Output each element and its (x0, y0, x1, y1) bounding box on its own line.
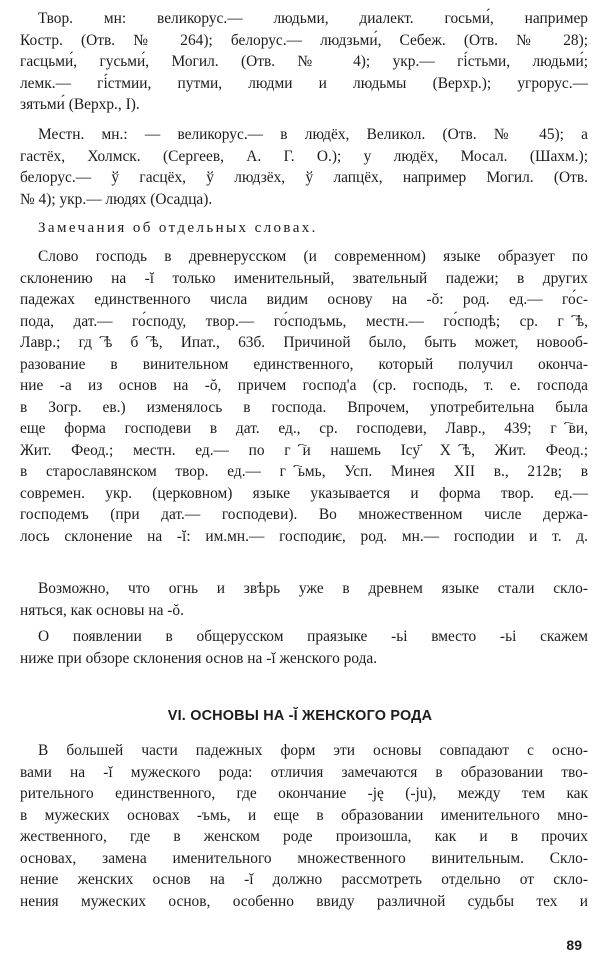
text-line: пода, дат.— го́споду, твор.— го́сподъмь, местн.— го́сподѣ; ср. гⷭ҇ѣ, (20, 312, 588, 330)
text-line: нения мужеских основ, особенно ввиду различной судьбы тех и (20, 892, 588, 910)
text-line: в старославянском твор. ед.— гⷭ҇ьмь, Усп. Минея XII в., 212в; в (20, 463, 588, 480)
text-line: разование в винительном единственного, который получил оконча- (20, 355, 588, 373)
section-title: VI. ОСНОВЫ НА -Ĭ ЖЕНСКОГО РОДА (167, 708, 433, 724)
text-line: Жит. Феод.; местн. ед.— по гⷭ҇и нашемь Ісу҃ Хⷭ҇ѣ, Жит. Феод.; (20, 441, 588, 459)
text-line: ние -а из основ на -ŏ, причем господ'а (ср. господь, т. е. господа (20, 377, 588, 394)
text-line: основах, замена именительного множественного винительным. Скло- (20, 849, 588, 867)
text-line: склонению на -ĭ только именительный, звательный падежи; в других (20, 269, 588, 287)
paragraph-feminine-stems (0, 740, 600, 912)
text-line: гастёх, Холмск. (Сергеев, А. Г. О.); у людёх, Мосал. (Шахм.); (20, 147, 588, 165)
text-line: нение женских основ на -ĭ должно рассмотреть отдельно от скло- (20, 871, 588, 888)
text-line: жественного, где в женском роде произошла, как и в прочих (20, 828, 588, 845)
text-line: лось склонение на -ĭ: им.мн.— господиѥ, род. мн.— господии и т. д. (20, 527, 588, 545)
paragraph-ogn-zver (0, 578, 600, 621)
text-line: гасцьми́, гусьми́, Могил. (Отв. № 4); укр.— гі́стьми, людьми́; (20, 53, 588, 70)
text-line: ниже при обзоре склонения основ на -ĭ женского рода. (20, 649, 378, 667)
text-line: Возможно, что огнь и звѣрь уже в древнем языке стали скло- (38, 580, 588, 597)
paragraph-locative-plural (0, 124, 600, 210)
subheading: Замечания об отдельных словах. (38, 220, 318, 236)
text-line: зятьми́ (Верхр., I). (20, 96, 140, 113)
text-line: Твор. мн: великорус.— людьми, диалект. гоcьми́, например (38, 10, 588, 27)
text-line: Местн. мн.: — великорус.— в людёх, Великол. (Отв. № 45); а (38, 126, 588, 143)
text-line: в мужеских основах -ъмь, и еще в образовании именительного мно- (20, 806, 588, 824)
paragraph-instrumental-plural (0, 8, 600, 116)
subheading-remarks (0, 218, 600, 240)
text-line: современ. укр. (церковном) языке указывается и форма твор. ед.— (20, 484, 588, 502)
text-line: Костр. (Отв. № 264); белорус.— людзьми́, Себеж. (Отв. № 28); (20, 31, 588, 49)
text-line: № 4); укр.— людях (Осадца). (20, 190, 213, 208)
text-line: рительного единственного, где окончание -ję (-ju), между тем как (20, 785, 588, 802)
text-line: в Зогр. ев.) изменялось в господа. Впрочем, употребительна была (20, 398, 588, 416)
paragraph-gospod (0, 246, 600, 547)
text-line: лемк.— гі́стмии, путми, людми и людьмы (Верхр.); угрорус.— (20, 74, 588, 92)
text-line: падежах единственного числа видим основу на -ŏ: род. ед.— го́с- (20, 291, 588, 308)
text-line: белорус.— ў гасцёх, ў людзёх, ў лапцёх, например Могил. (Отв. (20, 169, 588, 186)
text-line: Слово господь в древнерусском (и современном) языке образует по (38, 248, 588, 265)
text-line: О появлении в общерусском праязыке -ьі вместо -ьі скажем (38, 628, 588, 645)
text-line: Лавр.; гдⷭ҇ѣ бⷯ҇ѣ, Ипат., 63б. Причиной было, быть может, новооб- (20, 334, 588, 351)
page-number: 89 (566, 937, 582, 953)
paragraph-proto-language (0, 626, 600, 669)
text-line: господемъ (при дат.— господеви). Во множественном числе держа- (20, 506, 588, 523)
text-line: вами на -ĭ мужеского рода: отличия замечаются в образовании тво- (20, 763, 588, 781)
text-line: В большей части падежных форм эти основы совпадают с осно- (38, 742, 588, 759)
text-line: няться, как основы на -ŏ. (20, 601, 184, 619)
text-line: еще форма господеви в дат. ед., ср. господеви, Лавр., 439; гⷭ҇ви, (20, 420, 588, 437)
